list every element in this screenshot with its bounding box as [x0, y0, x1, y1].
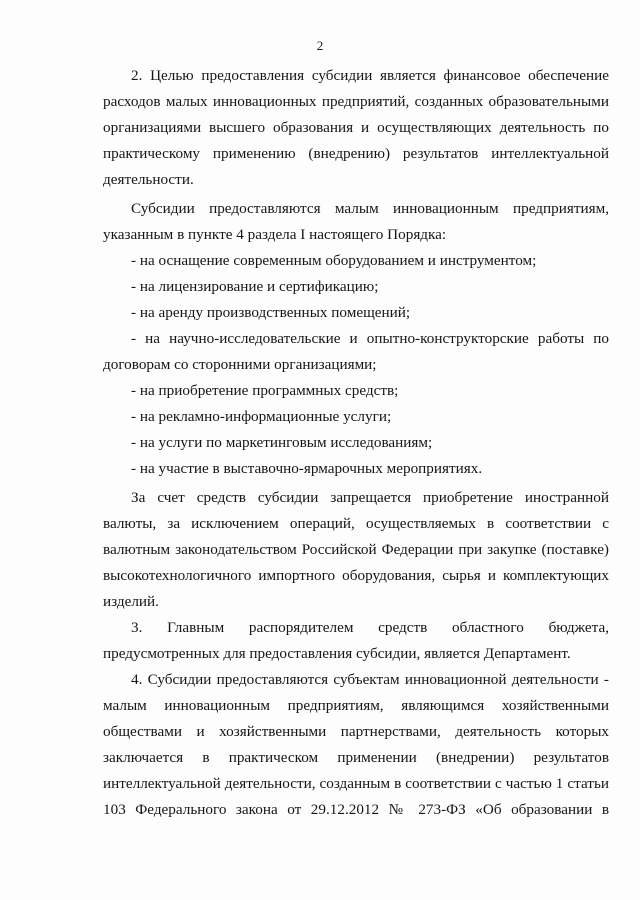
text-line: высокотехнологичного импортного оборудования, сырья и комплектующих — [103, 567, 609, 584]
page-number: 2 — [316, 38, 324, 53]
text-line: практическому применению (внедрению) результатов интеллектуальной — [103, 145, 609, 162]
text-line: - на научно-исследовательские и опытно-конструкторские работы по — [131, 330, 609, 347]
text-line: организациями высшего образования и осуществляющих деятельность по — [103, 119, 609, 136]
text-line: валюты, за исключением операций, осуществляемых в соответствии с — [103, 515, 609, 532]
text-line: - на лицензирование и сертификацию; — [131, 278, 379, 295]
text-line: - на аренду производственных помещений; — [131, 304, 411, 321]
text-line: изделий. — [103, 593, 159, 610]
text-line: - на участие в выставочно-ярмарочных мероприятиях. — [131, 460, 483, 477]
text-line: - на рекламно-информационные услуги; — [131, 408, 392, 425]
text-line: 4. Субсидии предоставляются субъектам инновационной деятельности - — [131, 671, 609, 688]
text-line: валютным законодательством Российской Федерации при закупке (поставке) — [103, 541, 609, 558]
text-line: расходов малых инновационных предприятий, созданных образовательными — [103, 93, 609, 110]
text-line: За счет средств субсидии запрещается приобретение иностранной — [131, 489, 609, 506]
text-line: предусмотренных для предоставления субсидии, является Департамент. — [103, 645, 571, 662]
text-line: договорам со сторонними организациями; — [103, 356, 377, 373]
text-line: интеллектуальной деятельности, созданным в соответствии с частью 1 статьи — [103, 775, 609, 792]
text-line: - на услуги по маркетинговым исследованиям; — [131, 434, 433, 451]
text-line: деятельности. — [103, 171, 194, 188]
text-line: - на оснащение современным оборудованием и инструментом; — [131, 252, 537, 269]
text-line: заключается в практическом применении (внедрении) результатов — [103, 749, 609, 766]
text-line: 103 Федерального закона от 29.12.2012 № 273-ФЗ «Об образовании в — [103, 801, 609, 818]
text-line: указанным в пункте 4 раздела I настоящего Порядка: — [103, 226, 447, 243]
text-line: - на приобретение программных средств; — [131, 382, 399, 399]
text-line: обществами и хозяйственными партнерствами, деятельность которых — [103, 723, 609, 740]
text-line: малым инновационным предприятиям, являющимся хозяйственными — [103, 697, 609, 714]
text-line: 2. Целью предоставления субсидии является финансовое обеспечение — [131, 67, 609, 84]
text-line: Субсидии предоставляются малым инновационным предприятиям, — [131, 200, 609, 217]
text-line: 3. Главным распорядителем средств областного бюджета, — [131, 619, 609, 636]
